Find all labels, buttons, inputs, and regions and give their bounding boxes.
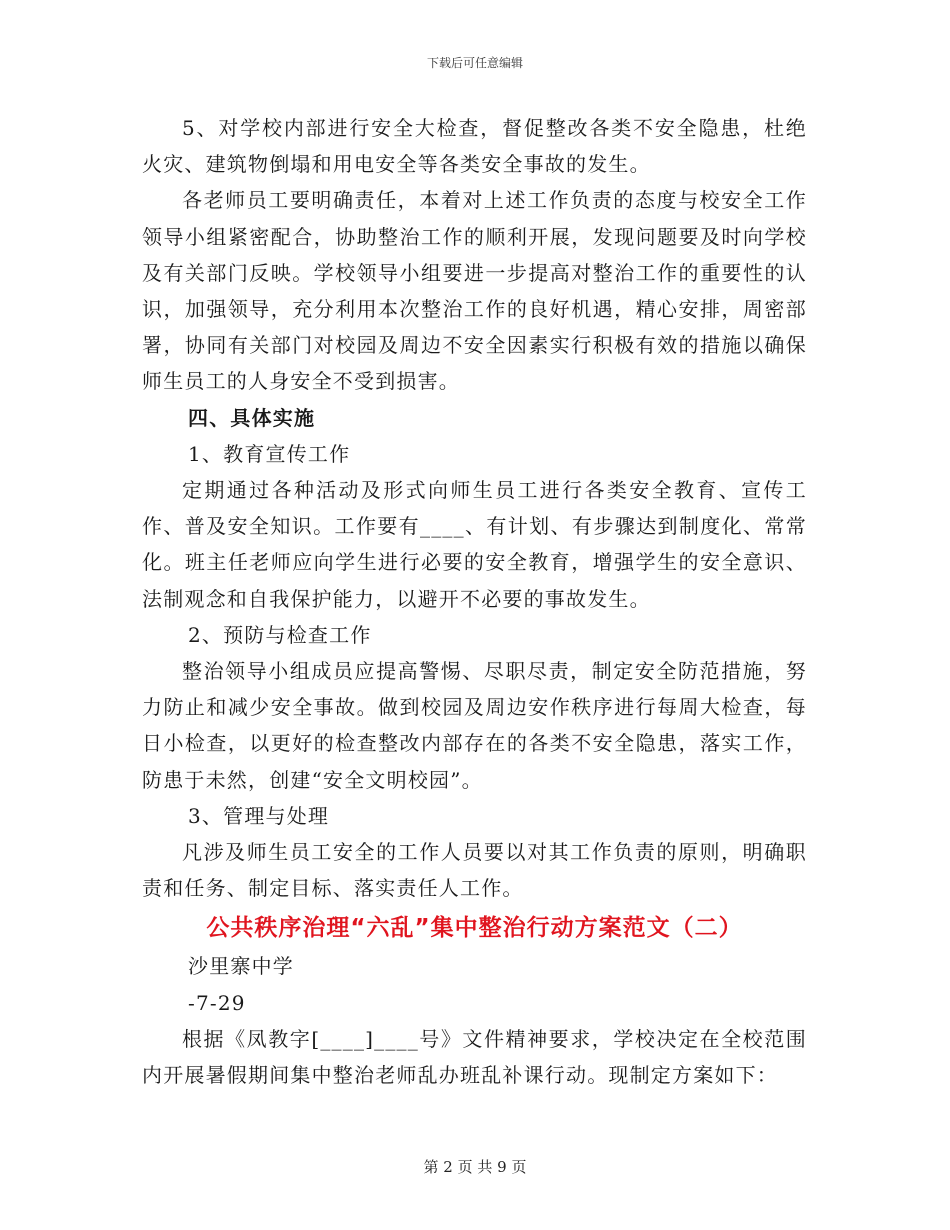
document-body: [142, 110, 807, 1093]
subheading-management: 3、管理与处理: [188, 803, 330, 828]
document-title: 公共秩序治理“六乱”集中整治行动方案范文（二）: [206, 915, 743, 942]
subheading-education: 1、教育宣传工作: [188, 441, 351, 466]
document-date: -7-29: [188, 990, 246, 1015]
paragraph-education: 定期通过各种活动及形式向师生员工进行各类安全教育、宣传工作、普及安全知识。工作要有____、有计划、有步骤达到制度化、常常化。班主任老师应向学生进行必要的安全教育，增强学生的安全意识、法制观念和自我保护能力，以避开不必要的事故发生。: [142, 478, 807, 611]
school-name: 沙里寨中学: [188, 954, 294, 979]
paragraph-item-5: 5、对学校内部进行安全大检查，督促整改各类不安全隐患，杜绝火灾、建筑物倒塌和用电安全等各类安全事故的发生。: [142, 116, 807, 177]
section-heading-implementation: 四、具体实施: [188, 405, 316, 430]
paragraph-responsibility: 各老师员工要明确责任，本着对上述工作负责的态度与校安全工作领导小组紧密配合，协助整治工作的顺利开展，发现问题要及时向学校及有关部门反映。学校领导小组要进一步提高对整治工作的重要性的认识，加强领导，充分利用本次整治工作的良好机遇，精心安排，周密部署，协同有关部门对校园及周边不安全因素实行积极有效的措施以确保师生员工的人身安全不受到损害。: [142, 188, 807, 394]
page-header: 下载后可任意编辑: [426, 56, 523, 70]
subheading-prevention: 2、预防与检查工作: [188, 622, 372, 647]
paragraph-prevention: 整治领导小组成员应提高警惕、尽职尽责，制定安全防范措施，努力防止和减少安全事故。做到校园及周边安作秩序进行每周大检查，每日小检查，以更好的检查整改内部存在的各类不安全隐患，落实工作，防患于未然，创建“安全文明校园”。: [142, 659, 807, 792]
paragraph-intro: 根据《凤教字[____]____号》文件精神要求，学校决定在全校范围内开展暑假期间集中整治老师乱办班乱补课行动。现制定方案如下：: [142, 1026, 807, 1088]
page-footer: 第 2 页 共 9 页: [423, 1158, 527, 1176]
paragraph-management: 凡涉及师生员工安全的工作人员要以对其工作负责的原则，明确职责和任务、制定目标、落实责任人工作。: [142, 840, 807, 901]
